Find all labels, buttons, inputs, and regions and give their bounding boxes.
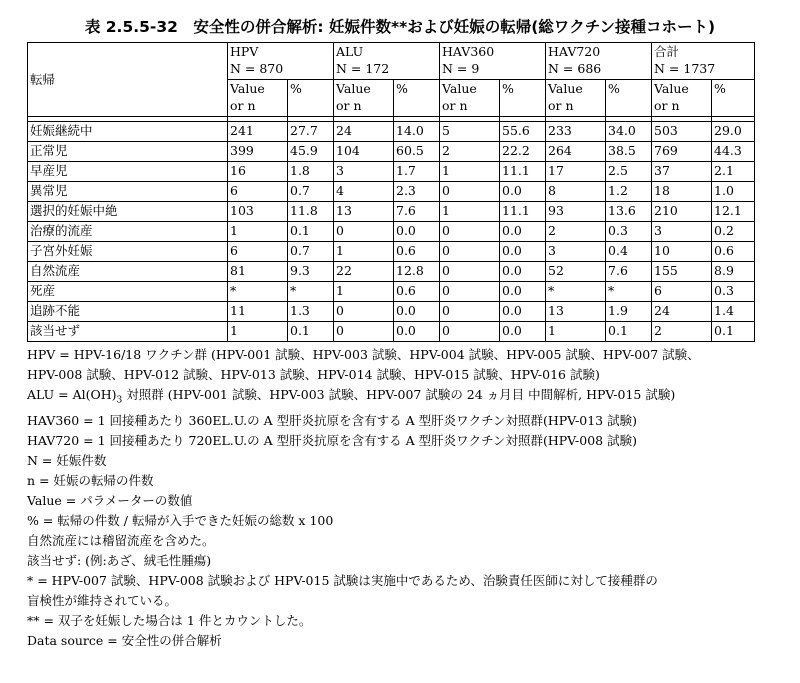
percent-cell: 45.9 — [288, 142, 334, 162]
value-cell: 210 — [652, 202, 712, 222]
percent-cell: 55.6 — [500, 122, 546, 142]
value-cell: 10 — [652, 242, 712, 262]
percent-cell: 2.3 — [394, 182, 440, 202]
percent-cell: 0.0 — [500, 242, 546, 262]
percent-cell: 0.3 — [606, 222, 652, 242]
table-row — [28, 202, 755, 222]
outcome-label: 追跡不能 — [28, 302, 228, 322]
percent-cell: 29.0 — [712, 122, 755, 142]
subheader-pct: % — [606, 80, 652, 117]
value-cell: 233 — [546, 122, 606, 142]
group-header-hpv: HPV N = 870 — [228, 43, 334, 80]
percent-cell: 1.8 — [288, 162, 334, 182]
table-row — [28, 162, 755, 182]
percent-cell: 0.1 — [288, 322, 334, 342]
subheader-value: Value or n — [546, 80, 606, 117]
outcome-label: 死産 — [28, 282, 228, 302]
value-cell: 24 — [334, 122, 394, 142]
value-cell: 6 — [652, 282, 712, 302]
subheader-value: Value or n — [334, 80, 394, 117]
note-asterisk-cont: 盲検性が維持されている。 — [27, 592, 178, 608]
table-body — [28, 122, 755, 342]
table-row — [28, 322, 755, 342]
value-cell: 11 — [228, 302, 288, 322]
percent-cell: * — [606, 282, 652, 302]
table-row — [28, 222, 755, 242]
note-n-small: n = 妊娠の転帰の件数 — [27, 472, 154, 488]
outcome-label: 自然流産 — [28, 262, 228, 282]
value-cell: 37 — [652, 162, 712, 182]
value-cell: 241 — [228, 122, 288, 142]
value-cell: 8 — [546, 182, 606, 202]
row-header-cell: 転帰 — [28, 43, 228, 117]
outcome-label: 子宮外妊娠 — [28, 242, 228, 262]
percent-cell: 1.2 — [606, 182, 652, 202]
percent-cell: 0.4 — [606, 242, 652, 262]
note-double-asterisk: ** = 双子を妊娠した場合は 1 件とカウントした。 — [27, 612, 312, 628]
percent-cell: 1.3 — [288, 302, 334, 322]
note-hav720: HAV720 = 1 回接種あたり 720EL.U.の A 型肝炎抗原を含有する A 型肝炎ワクチン対照群(HPV-008 試験) — [27, 432, 637, 448]
table-row — [28, 142, 755, 162]
value-cell: * — [546, 282, 606, 302]
group-header-total: 合計 N = 1737 — [652, 43, 755, 80]
note-data-source: Data source = 安全性の併合解析 — [27, 632, 222, 648]
percent-cell: 14.0 — [394, 122, 440, 142]
percent-cell: 7.6 — [394, 202, 440, 222]
outcome-label: 早産児 — [28, 162, 228, 182]
percent-cell: 8.9 — [712, 262, 755, 282]
table-row — [28, 122, 755, 142]
percent-cell: 2.5 — [606, 162, 652, 182]
value-cell: 18 — [652, 182, 712, 202]
subheader-pct: % — [500, 80, 546, 117]
group-header-row — [28, 43, 755, 80]
value-cell: 769 — [652, 142, 712, 162]
percent-cell: 0.0 — [394, 222, 440, 242]
subheader-pct: % — [394, 80, 440, 117]
value-cell: 1 — [440, 162, 500, 182]
value-cell: 13 — [546, 302, 606, 322]
value-cell: 0 — [440, 302, 500, 322]
percent-cell: 0.0 — [500, 322, 546, 342]
outcome-label: 妊娠継続中 — [28, 122, 228, 142]
note-spontaneous: 自然流産には稽留流産を含めた。 — [27, 532, 215, 548]
percent-cell: 22.2 — [500, 142, 546, 162]
percent-cell: 34.0 — [606, 122, 652, 142]
percent-cell: 11.1 — [500, 202, 546, 222]
value-cell: 503 — [652, 122, 712, 142]
table-row — [28, 262, 755, 282]
value-cell: 0 — [440, 222, 500, 242]
group-header-alu: ALU N = 172 — [334, 43, 440, 80]
subheader-value: Value or n — [652, 80, 712, 117]
percent-cell: 0.6 — [394, 242, 440, 262]
percent-cell: 7.6 — [606, 262, 652, 282]
note-alu: ALU = $Al(OH)_3$ 対照群 (HPV-001 試験、HPV-003 試験、HPV-007 試験の 24 ヵ月目 中間解析, HPV-015 試験) — [27, 387, 676, 406]
value-cell: 0 — [440, 182, 500, 202]
percent-cell: 44.3 — [712, 142, 755, 162]
percent-cell: 60.5 — [394, 142, 440, 162]
percent-cell: 1.0 — [712, 182, 755, 202]
value-cell: 2 — [652, 322, 712, 342]
footnotes — [27, 345, 777, 651]
percent-cell: 0.7 — [288, 242, 334, 262]
percent-cell: 11.1 — [500, 162, 546, 182]
value-cell: 22 — [334, 262, 394, 282]
value-cell: 0 — [334, 222, 394, 242]
percent-cell: 13.6 — [606, 202, 652, 222]
percent-cell: 0.0 — [500, 302, 546, 322]
outcome-label: 該当せず — [28, 322, 228, 342]
table-row — [28, 242, 755, 262]
note-percent: % = 転帰の件数 / 転帰が入手できた妊娠の総数 x 100 — [27, 512, 334, 528]
note-asterisk: * = HPV-007 試験、HPV-008 試験および HPV-015 試験は実施中であるため、治験責任医師に対して接種群の — [27, 572, 658, 588]
percent-cell: 0.7 — [288, 182, 334, 202]
percent-cell: 12.8 — [394, 262, 440, 282]
table-row — [28, 282, 755, 302]
value-cell: 81 — [228, 262, 288, 282]
percent-cell: 9.3 — [288, 262, 334, 282]
value-cell: 4 — [334, 182, 394, 202]
percent-cell: 0.6 — [394, 282, 440, 302]
value-cell: 103 — [228, 202, 288, 222]
percent-cell: 27.7 — [288, 122, 334, 142]
percent-cell: 0.0 — [500, 282, 546, 302]
value-cell: 3 — [334, 162, 394, 182]
outcome-table — [27, 42, 755, 342]
outcome-label: 正常児 — [28, 142, 228, 162]
percent-cell: 11.8 — [288, 202, 334, 222]
value-cell: 6 — [228, 242, 288, 262]
value-cell: 3 — [652, 222, 712, 242]
percent-cell: 0.0 — [500, 222, 546, 242]
value-cell: 155 — [652, 262, 712, 282]
percent-cell: 0.2 — [712, 222, 755, 242]
percent-cell: 1.4 — [712, 302, 755, 322]
value-cell: 399 — [228, 142, 288, 162]
table-title: 表 2.5.5-32 安全性の併合解析: 妊娠件数**および妊娠の転帰(総ワクチン接種コホート) — [84, 18, 716, 36]
value-cell: 52 — [546, 262, 606, 282]
percent-cell: 0.1 — [712, 322, 755, 342]
value-cell: 1 — [228, 322, 288, 342]
note-hpv-cont: HPV-008 試験、HPV-012 試験、HPV-013 試験、HPV-014 試験、HPV-015 試験、HPV-016 試験) — [27, 367, 600, 382]
value-cell: 0 — [334, 322, 394, 342]
percent-cell: 38.5 — [606, 142, 652, 162]
percent-cell: 0.0 — [500, 262, 546, 282]
note-hav360: HAV360 = 1 回接種あたり 360EL.U.の A 型肝炎抗原を含有する A 型肝炎ワクチン対照群(HPV-013 試験) — [27, 412, 637, 428]
percent-cell: * — [288, 282, 334, 302]
table-row — [28, 182, 755, 202]
percent-cell: 2.1 — [712, 162, 755, 182]
note-hpv: HPV = HPV-16/18 ワクチン群 (HPV-001 試験、HPV-003 試験、HPV-004 試験、HPV-005 試験、HPV-007 試験、 — [27, 347, 700, 362]
group-header-hav720: HAV720 N = 686 — [546, 43, 652, 80]
value-cell: 13 — [334, 202, 394, 222]
value-cell: 104 — [334, 142, 394, 162]
value-cell: 2 — [546, 222, 606, 242]
percent-cell: 12.1 — [712, 202, 755, 222]
value-cell: 1 — [334, 282, 394, 302]
percent-cell: 0.3 — [712, 282, 755, 302]
percent-cell: 1.9 — [606, 302, 652, 322]
value-cell: 3 — [546, 242, 606, 262]
value-cell: 5 — [440, 122, 500, 142]
value-cell: 93 — [546, 202, 606, 222]
value-cell: * — [228, 282, 288, 302]
group-header-hav360: HAV360 N = 9 — [440, 43, 546, 80]
percent-cell: 0.0 — [500, 182, 546, 202]
note-not-applicable: 該当せず: (例:あざ、絨毛性腫瘍) — [27, 552, 212, 568]
value-cell: 1 — [228, 222, 288, 242]
percent-cell: 0.0 — [394, 302, 440, 322]
outcome-label: 選択的妊娠中絶 — [28, 202, 228, 222]
table-row — [28, 302, 755, 322]
value-cell: 0 — [440, 262, 500, 282]
value-cell: 264 — [546, 142, 606, 162]
subheader-value: Value or n — [440, 80, 500, 117]
value-cell: 16 — [228, 162, 288, 182]
value-cell: 24 — [652, 302, 712, 322]
outcome-label: 治療的流産 — [28, 222, 228, 242]
value-cell: 1 — [440, 202, 500, 222]
percent-cell: 0.0 — [394, 322, 440, 342]
note-n-capital: N = 妊娠件数 — [27, 452, 107, 468]
value-cell: 0 — [440, 282, 500, 302]
value-cell: 1 — [546, 322, 606, 342]
value-cell: 17 — [546, 162, 606, 182]
value-cell: 6 — [228, 182, 288, 202]
percent-cell: 0.6 — [712, 242, 755, 262]
value-cell: 0 — [440, 242, 500, 262]
value-cell: 2 — [440, 142, 500, 162]
subheader-pct: % — [288, 80, 334, 117]
outcome-label: 異常児 — [28, 182, 228, 202]
percent-cell: 0.1 — [606, 322, 652, 342]
subheader-pct: % — [712, 80, 755, 117]
percent-cell: 1.7 — [394, 162, 440, 182]
value-cell: 0 — [440, 322, 500, 342]
note-value: Value = パラメーターの数値 — [27, 492, 193, 508]
value-cell: 0 — [334, 302, 394, 322]
value-cell: 1 — [334, 242, 394, 262]
percent-cell: 0.1 — [288, 222, 334, 242]
subheader-value: Value or n — [228, 80, 288, 117]
